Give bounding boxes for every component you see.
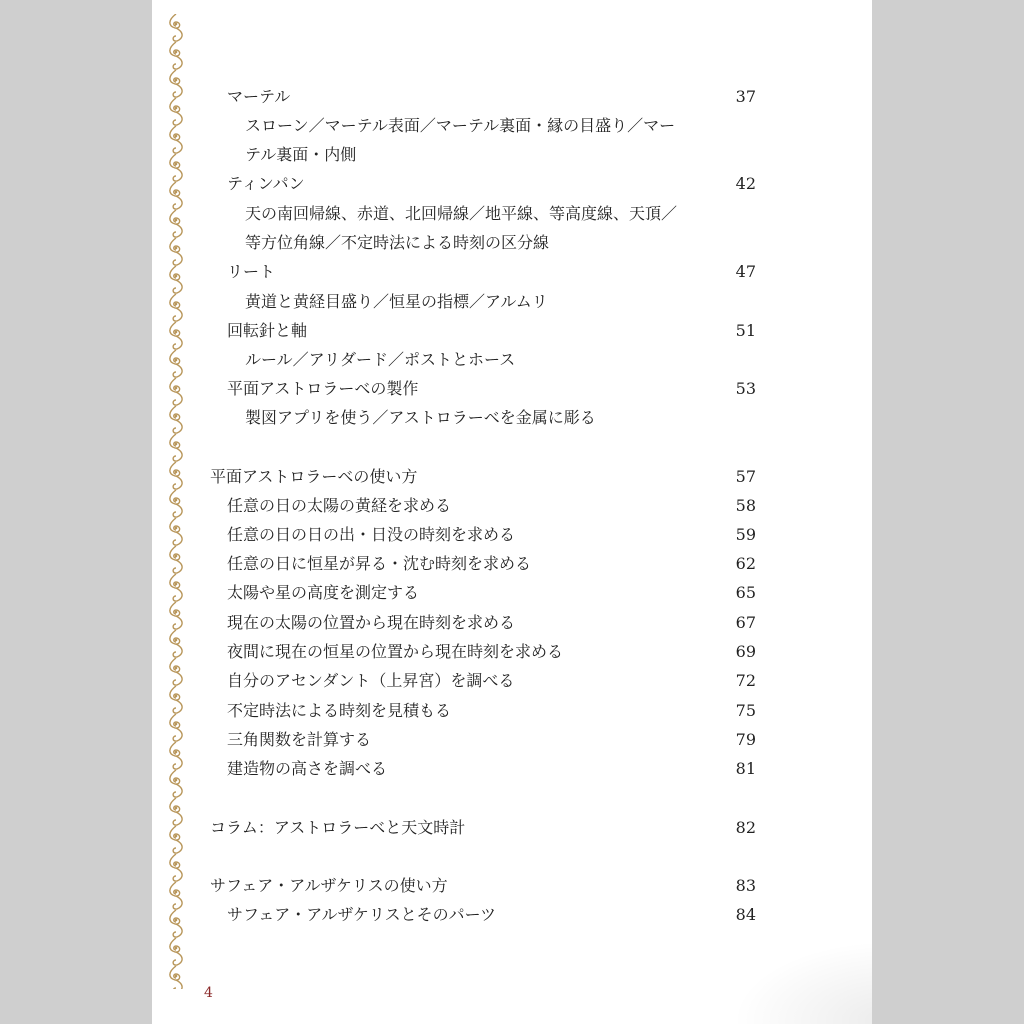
toc-entry [152,520,872,549]
toc-section-entry [152,813,872,842]
toc-entry-title: 不定時法による時刻を見積もる [227,701,452,720]
toc-entry [152,316,872,345]
toc-entry-page: 72 [735,671,756,690]
toc-entry-page: 59 [735,525,756,544]
dot-leader [373,725,721,754]
toc-entry [152,549,872,578]
toc-entry-title: サフェア・アルザケリスの使い方 [210,876,448,895]
toc-entry-title: 任意の日の日の出・日没の時刻を求める [227,525,516,544]
dot-leader [419,462,721,491]
toc-entry [152,725,872,754]
toc-subtopics: 黄道と黄経目盛り／恒星の指標／アルムリ [245,292,548,311]
dot-leader [533,549,721,578]
toc-subtopics: 天の南回帰線、赤道、北回帰線／地平線、等高度線、天頂／ [245,204,678,223]
toc-entry [152,637,872,666]
dot-leader [389,754,721,783]
page-number: 4 [204,985,213,1001]
toc-entry-title: 三角関数を計算する [227,730,372,749]
toc-entry-page: 47 [735,262,756,281]
dot-leader [309,316,721,345]
toc-entry [152,578,872,607]
toc-entry-title: 回転針と軸 [227,321,308,340]
toc-entry [152,257,872,286]
toc-entry-page: 53 [735,379,756,398]
toc-entry-title: サフェア・アルザケリスとそのパーツ [227,905,496,924]
toc-entry-page: 65 [735,583,756,602]
toc-entry-page: 83 [735,876,756,895]
toc-entry-page: 67 [735,613,756,632]
toc-entry-title: 平面アストロラーベの製作 [227,379,419,398]
dot-leader [292,82,721,111]
toc-subtopics: スローン／マーテル表面／マーテル裏面・縁の目盛り／マー [245,116,676,135]
table-of-contents [152,0,872,1024]
toc-section-entry [152,462,872,491]
toc-entry-page: 69 [735,642,756,661]
book-page [152,0,872,1024]
toc-section-entry [152,871,872,900]
dot-leader [517,608,721,637]
toc-entry [152,666,872,695]
toc-entry-title: 太陽や星の高度を測定する [227,583,420,602]
dot-leader [453,491,721,520]
toc-entry-title: 任意の日の太陽の黄経を求める [227,496,452,515]
dot-leader [307,169,721,198]
toc-entry-page: 37 [735,87,756,106]
toc-entry-title: リート [227,262,276,281]
toc-entry-title: 夜間に現在の恒星の位置から現在時刻を求める [227,642,564,661]
toc-entry-page: 81 [735,759,756,778]
toc-entry-page: 82 [735,818,756,837]
toc-entry-page: 62 [735,554,756,573]
toc-entry-title: 建造物の高さを調べる [227,759,388,778]
toc-entry [152,82,872,111]
dot-leader [516,666,721,695]
toc-entry [152,608,872,637]
toc-entry-page: 84 [735,905,756,924]
toc-entry-title: 現在の太陽の位置から現在時刻を求める [227,613,516,632]
toc-entry-title: 任意の日に恒星が昇る・沈む時刻を求める [227,554,532,573]
toc-entry-page: 75 [735,701,756,720]
toc-entry-title: マーテル [227,87,291,106]
toc-entry-page: 79 [735,730,756,749]
toc-subtopics: 製図アプリを使う／アストロラーベを金属に彫る [245,408,596,427]
dot-leader [467,813,721,842]
dot-leader [420,374,721,403]
toc-subtopics: 等方位角線／不定時法による時刻の区分線 [245,233,550,252]
toc-entry [152,374,872,403]
toc-entry [152,696,872,725]
dot-leader [421,578,721,607]
dot-leader [450,871,721,900]
dot-leader [453,696,721,725]
toc-entry-title: 自分のアセンダント（上昇宮）を調べる [227,671,515,690]
toc-entry-title: ティンパン [227,174,305,193]
toc-entry-page: 57 [735,467,756,486]
toc-entry [152,754,872,783]
dot-leader [565,637,721,666]
toc-entry [152,169,872,198]
dot-leader [498,900,721,929]
toc-entry [152,900,872,929]
toc-entry-page: 51 [735,321,756,340]
toc-entry [152,491,872,520]
toc-subtopics: テル裏面・内側 [245,145,357,164]
toc-subtopics: ルール／アリダード／ポストとホース [245,350,516,369]
toc-entry-title: コラム：アストロラーベと天文時計 [210,818,466,837]
toc-entry-page: 58 [735,496,756,515]
dot-leader [277,257,721,286]
page-shadow [732,940,872,1024]
toc-entry-page: 42 [735,174,756,193]
toc-entry-title: 平面アストロラーベの使い方 [210,467,418,486]
dot-leader [517,520,721,549]
